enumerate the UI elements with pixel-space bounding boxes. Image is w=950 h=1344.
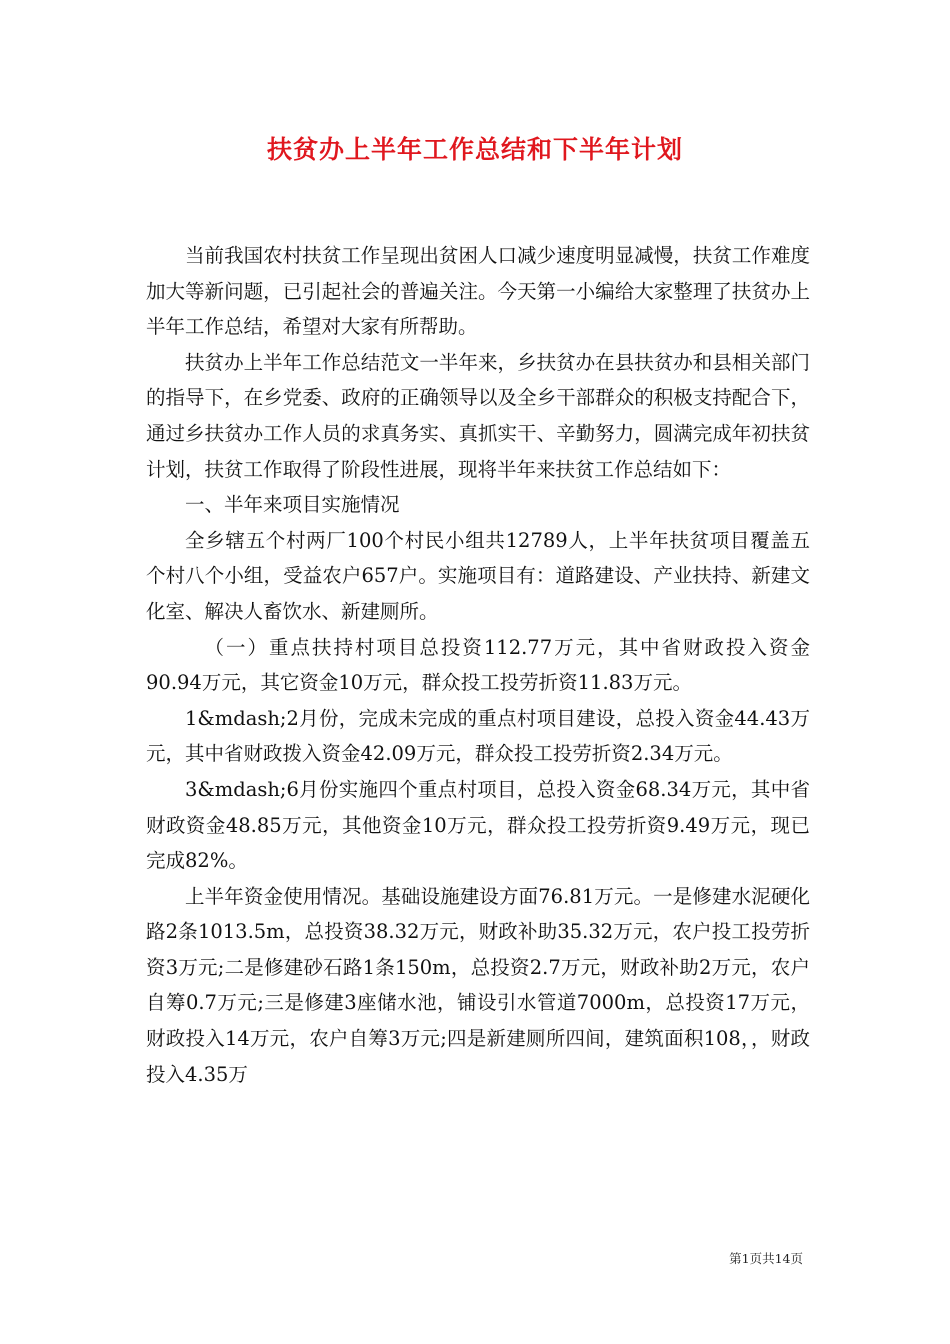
paragraph: 上半年资金使用情况。基础设施建设方面76.81万元。一是修建水泥硬化路2条1013.5m，总投资38.32万元，财政补助35.32万元，农户投工投劳折资3万元;二是修建砂石路1条150m，总投资2.7万元，财政补助2万元，农户自筹0.7万元;三是修建3座储水池，铺设引水管道7000m，总投资17万元，财政投入14万元，农户自筹3万元;四是新建厕所四间，建筑面积108，，财政投入4.35万 [146, 884, 810, 1086]
paragraph: 1&mdash;2月份，完成未完成的重点村项目建设，总投入资金44.43万元，其中省财政拨入资金42.09万元，群众投工投劳折资2.34万元。 [146, 706, 810, 766]
document-body [146, 238, 810, 1092]
page-number: 第1页共14页 [729, 1251, 803, 1266]
paragraph: 全乡辖五个村两厂100个村民小组共12789人，上半年扶贫项目覆盖五个村八个小组，受益农户657户。实施项目有：道路建设、产业扶持、新建文化室、解决人畜饮水、新建厕所。 [146, 528, 810, 623]
paragraph: 扶贫办上半年工作总结范文一半年来，乡扶贫办在县扶贫办和县相关部门的指导下，在乡党委、政府的正确领导以及全乡干部群众的积极支持配合下，通过乡扶贫办工作人员的求真务实、真抓实干、辛勤努力，圆满完成年初扶贫计划，扶贫工作取得了阶段性进展，现将半年来扶贫工作总结如下： [146, 350, 810, 481]
document-title: 扶贫办上半年工作总结和下半年计划 [266, 135, 683, 164]
paragraph: （一）重点扶持村项目总投资112.77万元，其中省财政投入资金90.94万元，其它资金10万元，群众投工投劳折资11.83万元。 [146, 635, 810, 695]
paragraph: 3&mdash;6月份实施四个重点村项目，总投入资金68.34万元，其中省财政资金48.85万元，其他资金10万元，群众投工投劳折资9.49万元，现已完成82%。 [146, 777, 810, 873]
section-heading: 一、半年来项目实施情况 [185, 493, 400, 517]
paragraph: 当前我国农村扶贫工作呈现出贫困人口减少速度明显减慢，扶贫工作难度加大等新问题，已引起社会的普遍关注。今天第一小编给大家整理了扶贫办上半年工作总结，希望对大家有所帮助。 [146, 244, 810, 339]
